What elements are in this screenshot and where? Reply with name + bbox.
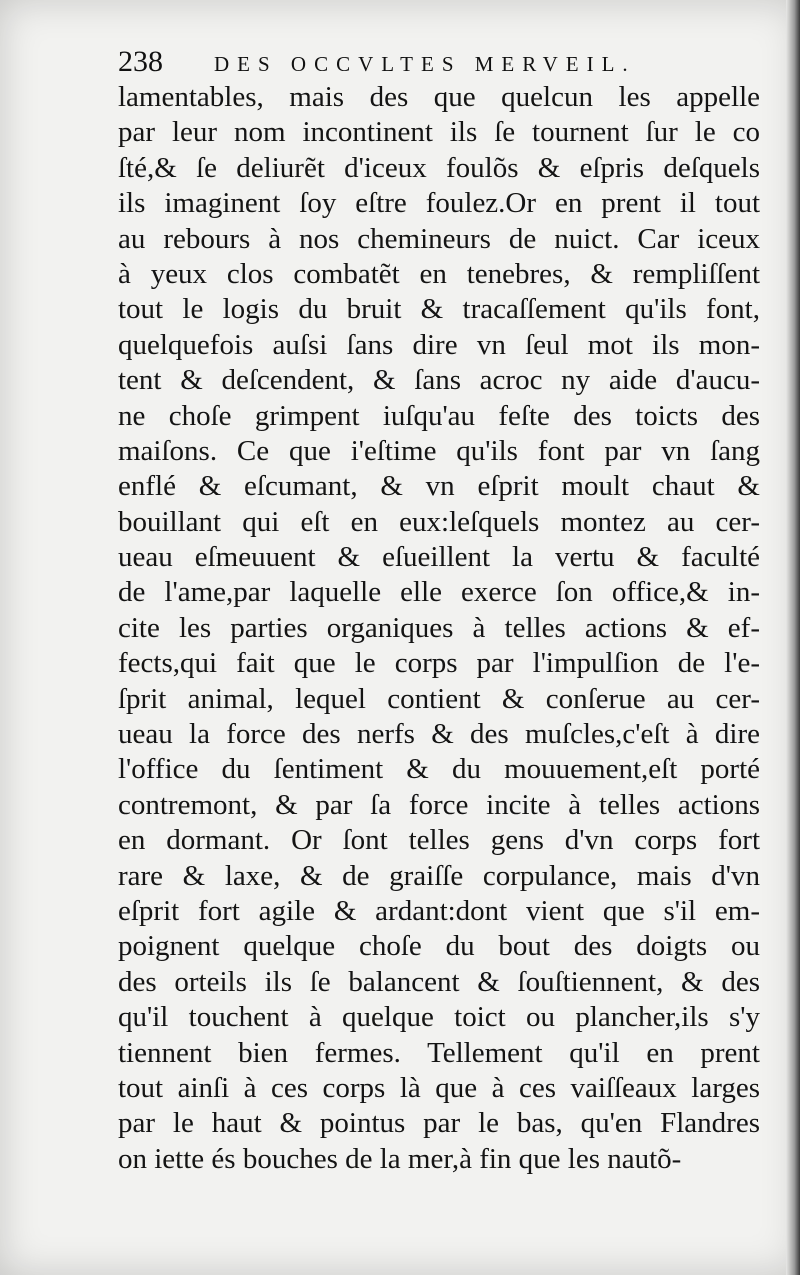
page-number: 238 bbox=[118, 45, 163, 78]
text-line: de l'ame,par laquelle elle exerce ſon office,& in- bbox=[118, 576, 760, 609]
text-line: enflé & eſcumant, & vn eſprit moult chaut & bbox=[118, 470, 760, 503]
running-title: DES OCCVLTES MERVEIL. bbox=[214, 52, 636, 76]
text-line: ueau la force des nerfs & des muſcles,c'eſt à dire bbox=[118, 718, 760, 751]
text-line: on iette és bouches de la mer,à fin que les nautõ- bbox=[118, 1142, 682, 1175]
text-line: ueau eſmeuuent & eſueillent la vertu & faculté bbox=[118, 541, 760, 574]
text-line: des orteils ils ſe balancent & ſouſtiennent, & des bbox=[118, 965, 760, 998]
text-line: qu'il touchent à quelque toict ou plancher,ils s'y bbox=[118, 1001, 760, 1034]
text-line: eſprit fort agile & ardant:dont vient que s'il em- bbox=[118, 894, 760, 927]
text-line: contremont, & par ſa force incite à telles actions bbox=[118, 788, 760, 821]
page-edge-shadow bbox=[786, 0, 800, 1275]
text-line: bouillant qui eſt en eux:leſquels montez au cer- bbox=[118, 505, 760, 538]
text-line: tiennent bien fermes. Tellement qu'il en prent bbox=[118, 1036, 760, 1069]
text-line: ils imaginent ſoy eſtre foulez.Or en prent il tout bbox=[118, 187, 760, 220]
text-line: l'office du ſentiment & du mouuement,eſt porté bbox=[118, 753, 760, 786]
text-line: par leur nom incontinent ils ſe tournent ſur le co bbox=[118, 116, 760, 149]
text-line: par le haut & pointus par le bas, qu'en Flandres bbox=[118, 1107, 760, 1140]
text-line: ſté,& ſe deliurẽt d'iceux foulõs & eſpris deſquels bbox=[118, 151, 760, 184]
text-line: maiſons. Ce que i'eſtime qu'ils font par vn ſang bbox=[118, 434, 760, 467]
text-line: au rebours à nos chemineurs de nuict. Car iceux bbox=[118, 222, 760, 255]
text-line: à yeux clos combatẽt en tenebres, & rempliſſent bbox=[118, 257, 760, 290]
text-line: tent & deſcendent, & ſans acroc ny aide d'aucu- bbox=[118, 364, 760, 397]
text-line: cite les parties organiques à telles actions & ef- bbox=[118, 611, 760, 644]
text-line: tout le logis du bruit & tracaſſement qu'ils font, bbox=[118, 293, 760, 326]
text-line: fects,qui fait que le corps par l'impulſion de l'e- bbox=[118, 647, 760, 680]
text-line: lamentables, mais des que quelcun les appelle bbox=[118, 81, 760, 113]
text-line: ſprit animal, lequel contient & conſerue au cer- bbox=[118, 682, 760, 715]
text-line: quelquefois auſsi ſans dire vn ſeul mot ils mon- bbox=[118, 328, 760, 361]
text-line: tout ainſi à ces corps là que à ces vaiſſeaux larges bbox=[118, 1071, 760, 1104]
text-line: en dormant. Or ſont telles gens d'vn corps fort bbox=[118, 824, 760, 857]
text-line: rare & laxe, & de graiſſe corpulance, mais d'vn bbox=[118, 859, 760, 892]
text-line: poignent quelque choſe du bout des doigts ou bbox=[118, 930, 760, 963]
page-header bbox=[118, 44, 678, 84]
text-line: ne choſe grimpent iuſqu'au feſte des toicts des bbox=[118, 399, 760, 432]
body-text bbox=[118, 80, 760, 1177]
